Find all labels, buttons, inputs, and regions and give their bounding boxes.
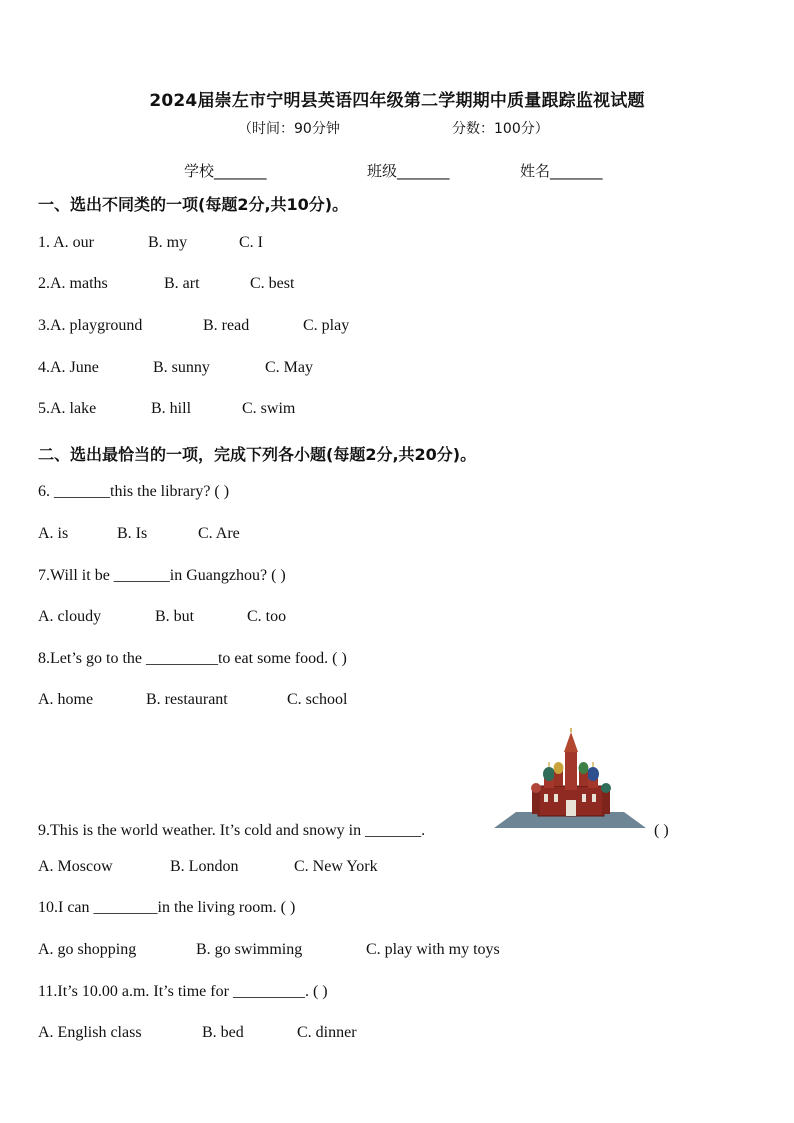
q4-option-b: B. sunny bbox=[153, 359, 210, 376]
q5-option-b: B. hill bbox=[151, 400, 192, 417]
section-1-heading: 一、选出不同类的一项(每题2分,共10分)。 bbox=[38, 195, 349, 214]
q3-option-c: C. play bbox=[303, 317, 350, 334]
q10-text: 10.I can ________in the living room. ( ) bbox=[38, 899, 296, 916]
q2-option-c: C. best bbox=[250, 275, 295, 292]
q4-option-a: 4.A. June bbox=[38, 359, 99, 376]
q6-option-a: A. is bbox=[38, 525, 69, 542]
exam-time: （时间：90分钟 bbox=[238, 121, 340, 137]
moscow-cathedral-image bbox=[494, 728, 646, 830]
q9-option-a: A. Moscow bbox=[38, 858, 113, 875]
q5-option-a: 5.A. lake bbox=[38, 400, 97, 417]
q7-option-c: C. too bbox=[247, 608, 287, 625]
q11-option-b: B. bed bbox=[202, 1024, 244, 1041]
q7-option-b: B. but bbox=[155, 608, 195, 625]
q11-option-a: A. English class bbox=[38, 1024, 142, 1041]
q2-option-b: B. art bbox=[164, 275, 200, 292]
q7-option-a: A. cloudy bbox=[38, 608, 102, 625]
q6-option-c: C. Are bbox=[198, 525, 240, 542]
q10-option-b: B. go swimming bbox=[196, 941, 303, 958]
q1-option-b: B. my bbox=[148, 234, 188, 251]
school-field: 学校_______ bbox=[184, 162, 267, 180]
q4-option-c: C. May bbox=[265, 359, 313, 376]
q11-text: 11.It’s 10.00 a.m. It’s time for _________. ( ) bbox=[38, 983, 328, 1000]
q1-option-a: 1. A. our bbox=[38, 234, 94, 251]
section-2-heading: 二、选出最恰当的一项，完成下列各小题(每题2分,共20分)。 bbox=[38, 445, 477, 464]
q8-text: 8.Let’s go to the _________to eat some food. ( ) bbox=[38, 650, 347, 667]
q5-option-c: C. swim bbox=[242, 400, 296, 417]
name-field: 姓名_______ bbox=[520, 162, 603, 180]
q8-option-c: C. school bbox=[287, 691, 348, 708]
q6-option-b: B. Is bbox=[117, 525, 148, 542]
q8-option-a: A. home bbox=[38, 691, 94, 708]
q9-option-c: C. New York bbox=[294, 858, 378, 875]
q2-option-a: 2.A. maths bbox=[38, 275, 108, 292]
class-field: 班级_______ bbox=[367, 162, 450, 180]
q10-option-a: A. go shopping bbox=[38, 941, 137, 958]
q6-text: 6. _______this the library? ( ) bbox=[38, 483, 230, 500]
q1-option-c: C. I bbox=[239, 234, 263, 251]
q9-answer-paren: ( ) bbox=[654, 822, 669, 839]
q11-option-c: C. dinner bbox=[297, 1024, 357, 1041]
q3-option-a: 3.A. playground bbox=[38, 317, 143, 334]
page-title: 2024届崇左市宁明县英语四年级第二学期期中质量跟踪监视试题 bbox=[149, 91, 645, 111]
exam-score: 分数：100分） bbox=[452, 121, 549, 137]
q9-option-b: B. London bbox=[170, 858, 239, 875]
q9-text: 9.This is the world weather. It’s cold and snowy in _______. bbox=[38, 822, 426, 839]
q10-option-c: C. play with my toys bbox=[366, 941, 500, 958]
q8-option-b: B. restaurant bbox=[146, 691, 228, 708]
q7-text: 7.Will it be _______in Guangzhou? ( ) bbox=[38, 567, 286, 584]
q3-option-b: B. read bbox=[203, 317, 250, 334]
